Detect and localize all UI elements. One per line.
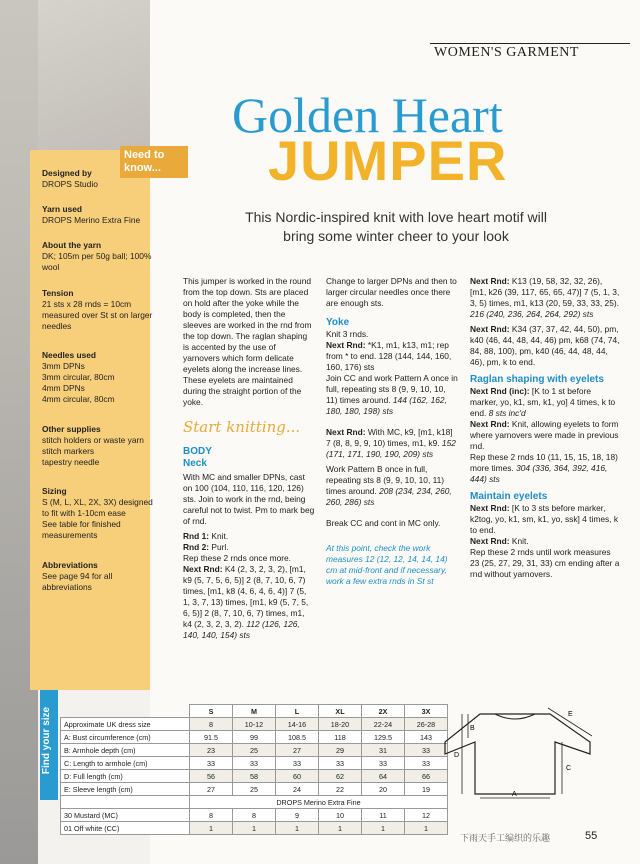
table-row <box>61 731 448 744</box>
neckline <box>495 714 535 719</box>
rep-rnds-count: 304 (336, 364, 392, 416, 444) sts <box>470 463 608 484</box>
rep-rnds-text: Rep these 2 rnds 10 (11, 15, 15, 18, 18) more times. <box>470 452 618 473</box>
eyelet-knit-label: Next Rnd: <box>470 536 510 546</box>
find-your-size-tab <box>40 690 58 800</box>
sidebar-section-text: DROPS Merino Extra Fine <box>42 215 141 225</box>
eyelet-knit-text: Knit. <box>509 536 529 546</box>
rep-text: Rep these 2 rnds once more. <box>183 553 292 563</box>
row-label: D: Full length (cm) <box>61 770 190 783</box>
measure-note: At this point, check the work measures 12 (12, 12, 14, 14, 14) cm at mid-front and if necessary, work a few extra rnds in St st <box>326 543 448 586</box>
sidebar-section-text: S (M, L, XL, 2X, 3X) designed to fit with 1-10cm ease See table for finished measurements <box>42 497 153 540</box>
column-2 <box>326 276 459 591</box>
page-number: 55 <box>585 830 598 842</box>
table-cell: 27 <box>276 744 319 757</box>
sidebar-section-text: 3mm DPNs 3mm circular, 80cm 4mm DPNs 4mm circular, 80cm <box>42 361 115 404</box>
table-cell: 62 <box>319 770 362 783</box>
sidebar-section-heading: Sizing <box>42 486 67 496</box>
eyelet-rnd-text: [K to 3 sts before marker, k2tog, yo, k1, sm, k1, yo, ssk] 4 times, k to end. <box>470 503 619 535</box>
yoke-heading: Yoke <box>326 317 350 328</box>
rnd2-label: Rnd 2: <box>183 542 210 552</box>
table-row <box>61 757 448 770</box>
size-header: S <box>190 705 233 718</box>
size-header: 3X <box>405 705 448 718</box>
column-1-body <box>183 446 315 645</box>
pattern-b-count: 208 (234, 234, 260, 260, 286) sts <box>326 486 452 507</box>
size-header: XL <box>319 705 362 718</box>
row-label: C: Length to armhole (cm) <box>61 757 190 770</box>
size-header-row <box>61 705 448 718</box>
yarn-label: 30 Mustard (MC) <box>61 809 190 822</box>
yarn-cell: 8 <box>233 809 276 822</box>
inc-rnd-count: 8 sts inc'd <box>488 408 526 418</box>
raglan-heading: Raglan shaping with eyelets <box>470 374 604 385</box>
next-rnd-count: 112 (126, 126, 140, 140, 154) sts <box>183 619 300 640</box>
table-cell: 27 <box>190 783 233 796</box>
table-cell: 14-16 <box>276 718 319 731</box>
need-to-know-sidebar <box>30 149 165 690</box>
next-rnd-text: K4 (2, 3, 2, 3, 2), [m1, k9 (5, 7, 5, 6, 5)] 2 (8, 7, 10, 6, 7) times, [m1, k8 (4, 6, 4, 6, 4)] 7 (5, 1, 3, 7, 13) times, [m1, k9 (5, 7, 5, 6, 5)] 2 (8, 7, 10, 6, 7) times, m1, k4 (2, 3, 2, 3, 2). <box>183 564 309 629</box>
sidebar-section <box>42 486 160 541</box>
table-cell: 29 <box>319 744 362 757</box>
next-rnd-label: Next Rnd: <box>183 564 223 574</box>
pattern-b-text: Work Pattern B once in full, repeating sts 8 (9, 9, 10, 10, 11) times around. <box>326 464 445 496</box>
table-cell: 56 <box>190 770 233 783</box>
knit-rnd-text: Knit, allowing eyelets to form where yarnovers were made in previous rnd. <box>470 419 619 451</box>
table-cell: 33 <box>405 757 448 770</box>
table-cell: 99 <box>233 731 276 744</box>
yarn-cell: 1 <box>190 822 233 835</box>
table-cell: 22-24 <box>362 718 405 731</box>
table-cell: 10-12 <box>233 718 276 731</box>
table-cell: 33 <box>362 757 405 770</box>
sidebar-section <box>42 168 160 190</box>
table-cell: 64 <box>362 770 405 783</box>
table-row <box>61 783 448 796</box>
neck-paragraph: With MC and smaller DPNs, cast on 100 (104, 110, 116, 120, 126) sts. Join to work in the rnd, being careful not to twist. Pm to mark beg of rnd. <box>183 472 315 526</box>
sidebar-section <box>42 240 160 273</box>
eyelet-rep-text: Rep these 2 rnds until work measures 23 (25, 27, 29, 31, 33) cm ending after a rnd without yarnovers. <box>470 547 620 579</box>
knit-rnd-label: Next Rnd: <box>470 419 510 429</box>
table-cell: 33 <box>319 757 362 770</box>
table-cell: 33 <box>276 757 319 770</box>
yoke-next-rnd2-label: Next Rnd: <box>326 427 366 437</box>
sidebar-section-heading: Designed by <box>42 168 92 178</box>
watermark: 下雨天手工编织的乐趣 <box>460 833 551 843</box>
yarn-header-blank <box>61 796 190 809</box>
sidebar-section-heading: Abbreviations <box>42 560 98 570</box>
table-cell: 33 <box>405 744 448 757</box>
row-label: B: Armhole depth (cm) <box>61 744 190 757</box>
c3-next-rnd1-count: 216 (240, 236, 264, 264, 292) sts <box>470 309 594 319</box>
yoke-next-rnd-label: Next Rnd: <box>326 340 366 350</box>
rnd1-label: Rnd 1: <box>183 531 210 541</box>
table-cell: 18-20 <box>319 718 362 731</box>
table-cell: 143 <box>405 731 448 744</box>
sidebar-section-heading: Yarn used <box>42 204 83 214</box>
sidebar-section <box>42 560 160 593</box>
yarn-cell: 12 <box>405 809 448 822</box>
eyelet-rnd-label: Next Rnd: <box>470 503 510 513</box>
size-table <box>60 704 448 835</box>
table-cell: 118 <box>319 731 362 744</box>
yarn-cell: 9 <box>276 809 319 822</box>
yarn-header-row <box>61 796 448 809</box>
label-c: C <box>566 765 572 772</box>
yarn-cell: 11 <box>362 809 405 822</box>
label-d: D <box>454 752 460 759</box>
sidebar-section-heading: About the yarn <box>42 240 102 250</box>
knit-3-rnds: Knit 3 rnds. <box>326 329 369 339</box>
sidebar-section <box>42 288 160 332</box>
table-cell: 31 <box>362 744 405 757</box>
yarn-cell: 1 <box>319 822 362 835</box>
title-line1: Golden Heart <box>232 87 503 143</box>
header-blank <box>61 705 190 718</box>
maintain-eyelets-heading: Maintain eyelets <box>470 491 548 502</box>
yarn-header: DROPS Merino Extra Fine <box>190 796 448 809</box>
c3-next-rnd1-label: Next Rnd: <box>470 276 510 286</box>
need-to-know-badge: Need to know... <box>120 146 188 178</box>
sidebar-section-text: DK; 105m per 50g ball; 100% wool <box>42 251 152 272</box>
pattern-a-count: 144 (162, 162, 180, 180, 198) sts <box>326 395 447 416</box>
table-cell: 91.5 <box>190 731 233 744</box>
column-3 <box>470 276 620 584</box>
sidebar-section <box>42 350 160 405</box>
sidebar-section-heading: Other supplies <box>42 424 101 434</box>
table-cell: 60 <box>276 770 319 783</box>
table-cell: 33 <box>190 757 233 770</box>
table-cell: 19 <box>405 783 448 796</box>
yarn-cell: 1 <box>233 822 276 835</box>
sidebar-section-text: 21 sts x 28 rnds = 10cm measured over St st on larger needles <box>42 299 153 331</box>
break-cc-text: Break CC and cont in MC only. <box>326 518 441 528</box>
find-your-size-label: Find your size <box>41 706 53 775</box>
table-cell: 33 <box>233 757 276 770</box>
intro-text: This jumper is worked in the round from the top down. Sts are placed on hold after the yoke while the body is completed, then the sleeves are worked in the rnd from the top down. The raglan shaping is accented by the use of yarnovers which form delicate eyelets along the increase lines. These eyelets are maintained during the straight portion of the yoke. <box>183 276 312 407</box>
inc-rnd-text: [K to 1 st before marker, yo, k1, sm, k1, yo] 4 times, k to end. <box>470 386 616 418</box>
table-cell: 22 <box>319 783 362 796</box>
label-b: B <box>470 725 475 732</box>
yarn-label: 01 Off white (CC) <box>61 822 190 835</box>
sidebar-section-text: stitch holders or waste yarn stitch markers tapestry needle <box>42 435 144 467</box>
start-knitting-heading: Start knitting... <box>183 418 301 436</box>
table-cell: 58 <box>233 770 276 783</box>
header-rule <box>430 43 630 44</box>
row-label: Approximate UK dress size <box>61 718 190 731</box>
rnd2-text: Purl. <box>209 542 229 552</box>
table-row <box>61 718 448 731</box>
yarn-cell: 10 <box>319 809 362 822</box>
table-cell: 66 <box>405 770 448 783</box>
c3-next-rnd2-text: K34 (37, 37, 42, 44, 50), pm, k40 (46, 44, 48, 44, 46) pm, k68 (74, 74, 84, 88, 100), pm, k40 (46, 44, 48, 44, 46), pm, k to end. <box>470 324 620 367</box>
table-cell: 24 <box>276 783 319 796</box>
c3-next-rnd2-label: Next Rnd: <box>470 324 510 334</box>
subtitle: This Nordic-inspired knit with love heart motif will bring some winter cheer to your look <box>245 209 547 244</box>
sidebar-section-text: DROPS Studio <box>42 179 98 189</box>
inc-rnd-label: Next Rnd (inc): <box>470 386 530 396</box>
yarn-cell: 8 <box>190 809 233 822</box>
table-cell: 25 <box>233 783 276 796</box>
sidebar-section-text: See page 94 for all abbreviations <box>42 571 113 592</box>
row-label: A: Bust circumference (cm) <box>61 731 190 744</box>
c3-next-rnd1-text: K13 (19, 58, 32, 32, 26), [m1, k26 (39, 117, 65, 65, 47)] 7 (5, 1, 3, 3, 5) times, m1, k13 (20, 59, 33, 33, 25). <box>470 276 620 308</box>
sidebar-section-heading: Needles used <box>42 350 96 360</box>
pattern-a-text: Join CC and work Pattern A once in full, repeating sts 8 (9, 9, 10, 10, 11) times around. <box>326 373 458 405</box>
yarn-cell: 1 <box>405 822 448 835</box>
size-header: M <box>233 705 276 718</box>
table-cell: 108.5 <box>276 731 319 744</box>
sidebar-section <box>42 204 160 226</box>
table-cell: 23 <box>190 744 233 757</box>
table-cell: 8 <box>190 718 233 731</box>
title-line2: JUMPER <box>268 129 508 192</box>
change-needles-text: Change to larger DPNs and then to larger circular needles once there are enough sts. <box>326 276 457 308</box>
yarn-row <box>61 809 448 822</box>
section-header: WOMEN'S GARMENT <box>434 45 579 60</box>
sidebar-section <box>42 424 160 468</box>
table-cell: 26-28 <box>405 718 448 731</box>
yarn-cell: 1 <box>362 822 405 835</box>
size-header: L <box>276 705 319 718</box>
table-row <box>61 770 448 783</box>
body-heading: BODY <box>183 446 212 457</box>
table-row <box>61 744 448 757</box>
table-cell: 129.5 <box>362 731 405 744</box>
garment-outline <box>445 714 590 794</box>
yoke-next-rnd2-count: 152 (171, 171, 190, 190, 209) sts <box>326 438 456 459</box>
size-header: 2X <box>362 705 405 718</box>
yarn-cell: 1 <box>276 822 319 835</box>
row-label: E: Sleeve length (cm) <box>61 783 190 796</box>
table-cell: 25 <box>233 744 276 757</box>
rnd1-text: Knit. <box>209 531 229 541</box>
table-cell: 20 <box>362 783 405 796</box>
label-a: A <box>512 791 517 798</box>
background-photo-top <box>38 0 150 150</box>
yoke-next-rnd-text: *K1, m1, k13, m1; rep from * to end. 128 (144, 144, 160, 160, 176) sts <box>326 340 452 372</box>
neck-heading: Neck <box>183 458 207 469</box>
yarn-row <box>61 822 448 835</box>
label-e: E <box>568 711 573 718</box>
column-1 <box>183 276 313 412</box>
sidebar-section-heading: Tension <box>42 288 74 298</box>
garment-diagram <box>440 702 600 800</box>
yoke-next-rnd2-text: With MC, k9, [m1, k18] 7 (8, 8, 9, 9, 10) times, m1, k9. <box>326 427 453 448</box>
